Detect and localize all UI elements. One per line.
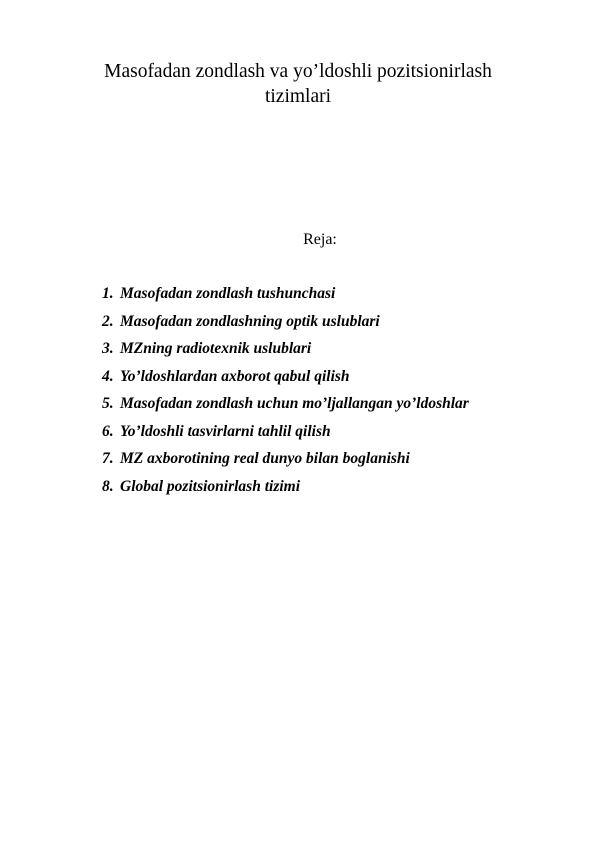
plan-item-text: MZ axborotining real dunyo bilan boglanishi	[120, 450, 410, 467]
plan-item-text: Masofadan zondlash uchun mo’ljallangan yo’ldoshlar	[120, 395, 469, 412]
plan-item-number: 4.	[102, 367, 114, 385]
plan-item	[102, 422, 562, 450]
document-title: Masofadan zondlash va yo’ldoshli pozitsionirlash tizimlari	[104, 61, 492, 107]
plan-item-number: 7.	[102, 450, 114, 467]
plan-item-text: Global pozitsionirlash tizimi	[120, 477, 301, 495]
plan-item	[102, 477, 562, 505]
plan-item	[102, 367, 562, 395]
plan-item	[102, 339, 562, 367]
plan-item	[102, 312, 562, 340]
plan-item-text: Yo’ldoshli tasvirlarni tahlil qilish	[120, 422, 331, 440]
plan-list	[102, 284, 562, 504]
plan-heading: Reja:	[303, 231, 337, 248]
plan-item	[102, 284, 562, 312]
plan-item-number: 6.	[102, 422, 114, 440]
plan-item-number: 1.	[102, 285, 114, 302]
plan-item-number: 2.	[102, 312, 114, 330]
plan-item-number: 5.	[102, 395, 114, 412]
plan-item-text: Yo’ldoshlardan axborot qabul qilish	[120, 367, 350, 385]
plan-item-text: MZning radiotexnik uslublari	[120, 340, 312, 357]
plan-item-number: 3.	[102, 340, 114, 357]
plan-item-number: 8.	[102, 477, 114, 495]
plan-item	[102, 449, 562, 477]
plan-item	[102, 394, 562, 422]
plan-item-text: Masofadan zondlash tushunchasi	[120, 285, 336, 302]
plan-item-text: Masofadan zondlashning optik uslublari	[120, 312, 380, 330]
